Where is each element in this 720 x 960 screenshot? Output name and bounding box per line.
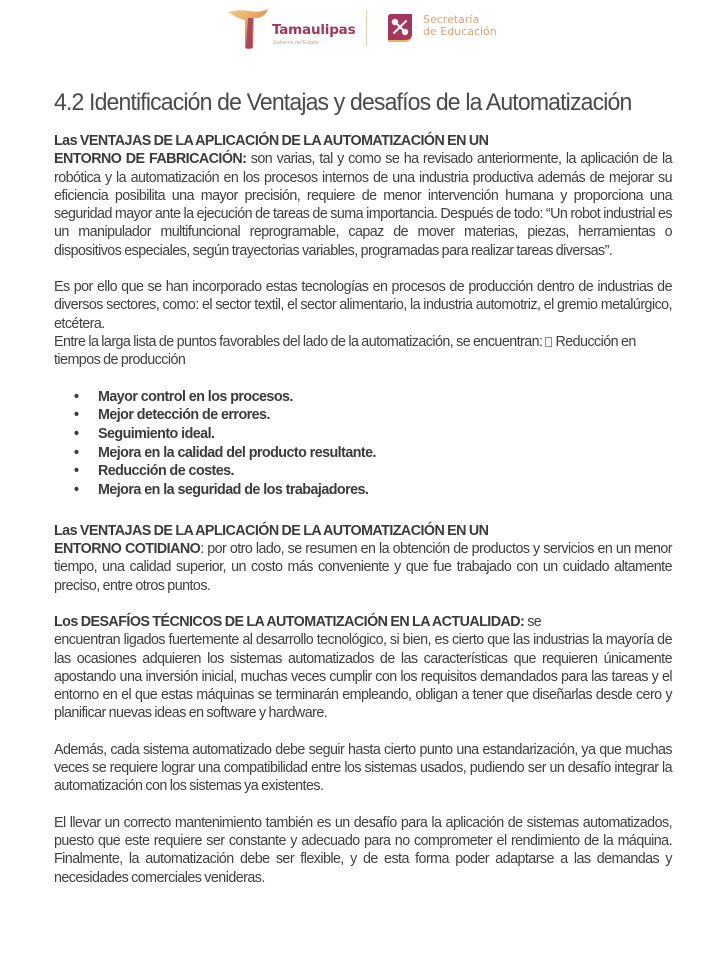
tamaulipas-t-icon xyxy=(226,6,272,50)
list-item-text: Mejora en la seguridad de los trabajadores. xyxy=(98,482,369,499)
section-heading: Los DESAFÍOS TÉCNICOS DE LA AUTOMATIZACIÓN EN LA ACTUALIDAD: xyxy=(54,613,525,630)
paragraph-maintenance: El llevar un correcto mantenimiento también es un desafío para la aplicación de sistemas automatizados, puesto que este requiere ser constante y adecuado para no comprometer el rendimiento de la máquina. Finalmente, la automatización debe ser flexible, y de esta forma poder adaptarse a las demandas y necesidades comerciales venideras. xyxy=(54,814,672,886)
tamaulipas-subtitle: Gobierno del Estado xyxy=(273,40,319,46)
secretaria-name xyxy=(423,14,497,38)
section-body: encuentran ligados fuertemente al desarrollo tecnológico, si bien, es cierto que las industrias la mayoría de las ocasiones adquieren los sistemas automatizados de las características que requieren únicamente apostando una inversión inicial, muchas veces cumplir con los requisitos demandados para las tareas y el entorno en el que estas máquinas se terminarán empleando, obligan a tener que diseñarlas desde cero y planificar nuevas ideas en software y hardware. xyxy=(54,632,672,722)
list-item-text: Mejor detección de errores. xyxy=(98,407,270,424)
document-body xyxy=(54,86,672,887)
list-item-text: Reducción de costes. xyxy=(98,463,234,480)
paragraph-standardization: Además, cada sistema automatizado debe seguir hasta cierto punto una estandarización, ya que muchas veces se requiere lograr una compatibilidad entre los sistemas usados, pudiendo ser un desafío integrar la automatización con los sistemas ya existentes. xyxy=(54,741,672,795)
list-item-text: Seguimiento ideal. xyxy=(98,425,215,442)
paragraph-favorable-points xyxy=(54,333,672,370)
list-item-text: Mayor control en los procesos. xyxy=(98,388,293,405)
section-heading-cont: ENTORNO COTIDIANO xyxy=(54,541,201,558)
page-header xyxy=(0,0,720,60)
page-title: 4.2 Identificación de Ventajas y desafíos de la Automatización xyxy=(54,89,632,116)
secretaria-education-icon xyxy=(385,12,415,42)
tamaulipas-name: Tamaulipas xyxy=(272,22,356,38)
secretaria-line2: de Educación xyxy=(423,25,497,38)
section-everyday-advantages xyxy=(54,522,672,595)
bullet-icon: • xyxy=(74,482,79,499)
missing-glyph-icon xyxy=(545,337,552,347)
tamaulipas-logo xyxy=(226,6,356,50)
section-body: son varias, tal y como se ha revisado anteriormente, la aplicación de la robótica y la automatización en los procesos internos de una industria productiva además de mejorar su eficiencia posibilita una mayor precisión, requiere de menor intervención humana y proporciona una seguridad mayor ante la ejecución de tareas de suma importancia. Después de todo: “Un robot industrial es un manipulador multifuncional reprogramable, capaz de mover materias, piezas, herramientas o dispositivos especiales, según trayectorias variables, programadas para realizar tareas diversas”. xyxy=(54,151,672,259)
bullet-icon: • xyxy=(74,425,79,442)
list-item xyxy=(74,425,672,444)
secretaria-line1: Secretaría xyxy=(423,13,480,26)
section-heading-cont: ENTORNO DE FABRICACIÓN: xyxy=(54,151,247,168)
logo-divider xyxy=(366,10,367,46)
bullet-icon: • xyxy=(74,463,79,480)
section-fabrication-advantages xyxy=(54,132,672,260)
list-item-text: Mejora en la calidad del producto resultante. xyxy=(98,444,376,461)
list-item xyxy=(74,444,672,463)
bullet-icon: • xyxy=(74,407,79,424)
advantages-list xyxy=(54,388,672,500)
bullet-icon: • xyxy=(74,388,79,405)
list-item xyxy=(74,406,672,425)
list-item xyxy=(74,388,672,407)
paragraph-industries: Es por ello que se han incorporado estas tecnologías en procesos de producción dentro de industrias de diversos sectores, como: el sector textil, el sector alimentario, la industria automotriz, el gremio metalúrgico, etcétera. xyxy=(54,279,672,332)
section-heading: Las VENTAJAS DE LA APLICACIÓN DE LA AUTOMATIZACIÓN EN UN xyxy=(54,133,489,149)
bullet-icon: • xyxy=(74,444,79,461)
list-item xyxy=(74,462,672,481)
section-lead: se xyxy=(524,613,542,630)
paragraph-text: Entre la larga lista de puntos favorables del lado de la automatización, se encuentran: xyxy=(54,333,543,350)
section-technical-challenges xyxy=(54,613,672,723)
section-heading: Las VENTAJAS DE LA APLICACIÓN DE LA AUTOMATIZACIÓN EN UN xyxy=(54,522,489,539)
paragraph-text-cont: Reducción en tiempos de producción xyxy=(54,333,636,369)
list-item xyxy=(74,481,672,500)
section-body: : por otro lado, se resumen en la obtención de productos y servicios en un menor tiempo, una calidad superior, un costo más conveniente y que fue trabajado con un cuidado altamente preciso, entre otros puntos. xyxy=(54,541,672,594)
